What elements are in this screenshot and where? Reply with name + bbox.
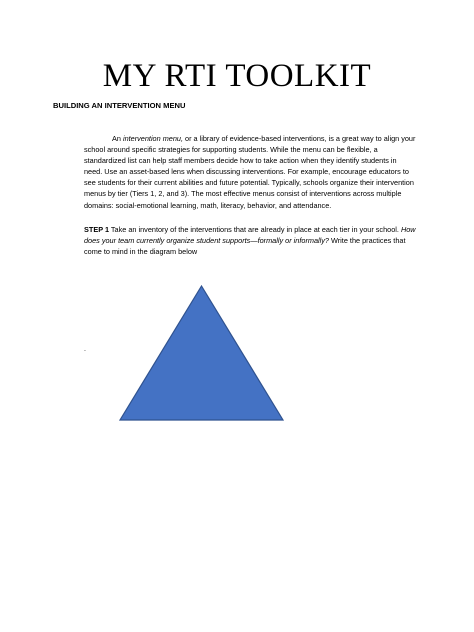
intro-paragraph — [84, 133, 416, 211]
document-title: MY RTI TOOLKIT — [102, 58, 372, 94]
tier-triangle — [120, 286, 283, 420]
intro-prefix: An — [112, 134, 123, 143]
step1-instruction: Take an inventory of the interventions that are already in place at each tier in your school. — [109, 225, 401, 234]
step1-question: How does your team currently organize student supports—formally or informally? — [84, 225, 416, 246]
section-heading: BUILDING AN INTERVENTION MENU — [53, 101, 186, 110]
step1-paragraph — [84, 224, 416, 257]
intro-body: or a library of evidence-based interventions, is a great way to align your school around specific strategies for supporting students. While the menu can be flexible, a standardized list can help staff members decide how to take action when they identify students in need. Use an asset-based lens when discussing interventions. For example, encourage educators to see students for their current abilities and future potential. Typically, schools organize their intervention menus by tier (Tiers 1, 2, and 3). The most effective menus consist of interventions across multiple domains: social-emotional learning, math, literacy, behavior, and attendance. — [84, 134, 416, 210]
intervention-menu-term: intervention menu, — [122, 134, 183, 143]
step1-label: STEP 1 — [84, 225, 110, 234]
step1-followup: Write the practices that come to mind in the diagram below — [84, 236, 406, 257]
tier-diagram — [118, 284, 285, 422]
stray-mark: . — [84, 346, 86, 353]
